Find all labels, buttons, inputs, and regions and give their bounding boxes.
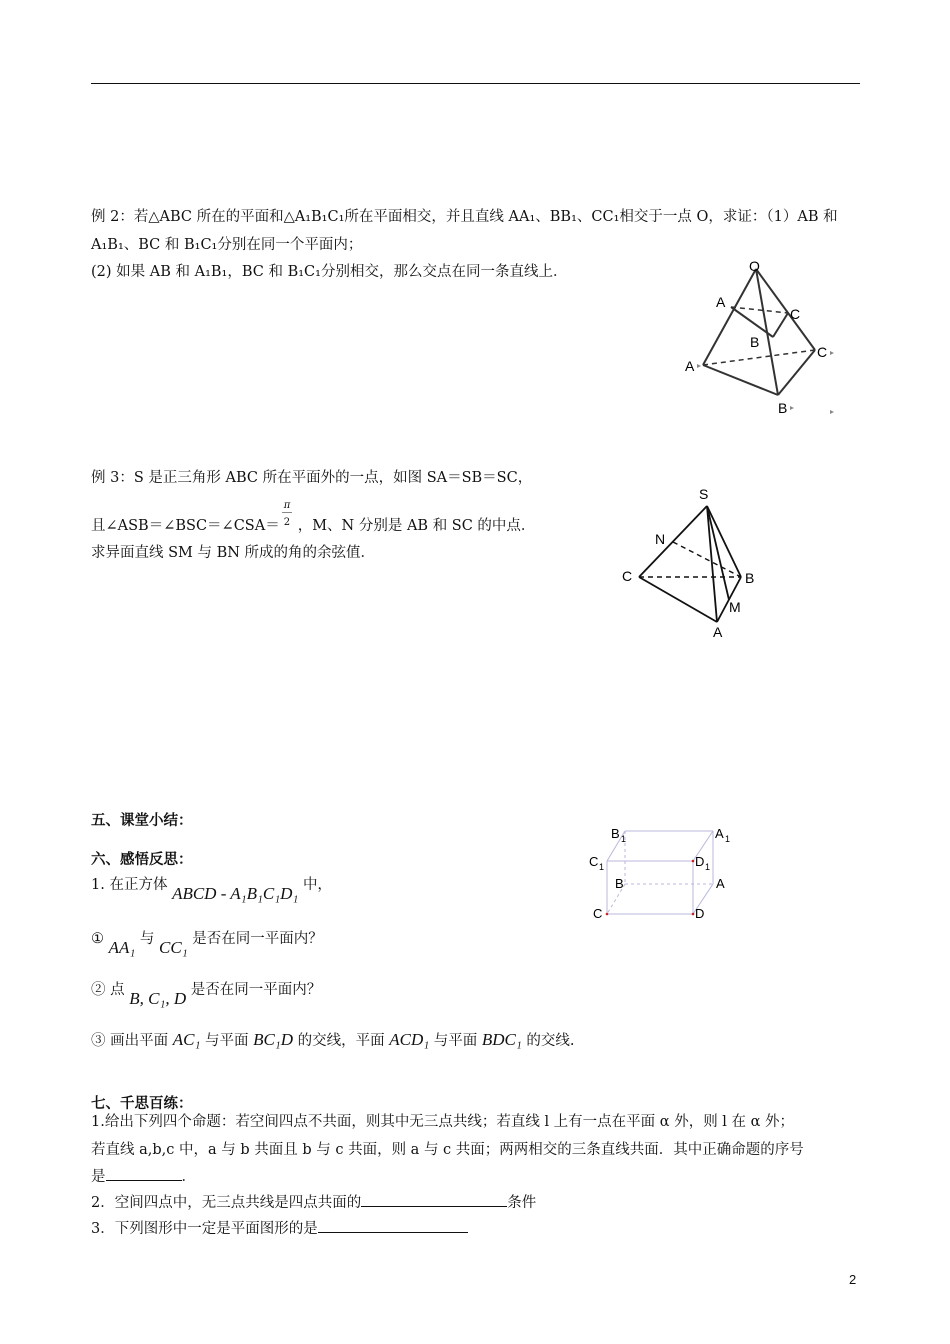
example2-line1: 例 2：若△ABC 所在的平面和△A₁B₁C₁所在平面相交，并且直线 AA₁、BB₁、CC₁相交于一点 O，求证：（1）AB 和 [91, 209, 838, 225]
problem2-line [91, 1192, 536, 1213]
cube-sub-C1: 1 [599, 862, 605, 872]
q1c-b: 与平面 [204, 1033, 249, 1049]
fig2-label-C: C [790, 306, 801, 322]
cube-label-B: B [615, 876, 624, 891]
q1a-mark: ① [91, 931, 104, 947]
cube-sub-D1: 1 [705, 862, 711, 872]
fig3-label-N: N [655, 531, 666, 547]
fig2-marker-a1 [697, 364, 701, 368]
fig3-label-S: S [699, 486, 709, 502]
fig3-label-A: A [713, 624, 723, 640]
q1a-math-2: CC₁ [159, 938, 188, 957]
problem1-answer-blank[interactable] [106, 1166, 182, 1181]
cube-dot-d [692, 913, 695, 916]
example2-line3: (2) 如果 AB 和 A₁B₁，BC 和 B₁C₁分别相交，那么交点在同一条直线上． [91, 264, 568, 280]
cube-dot-d1 [692, 860, 695, 863]
example2-line2: A₁B₁、BC 和 B₁C₁分别在同一个平面内； [91, 237, 363, 253]
example3-line1: 例 3：S 是正三角形 ABC 所在平面外的一点，如图 SA＝SB＝SC， [91, 470, 533, 486]
cube-dot-c [606, 913, 609, 916]
problem2-text: 2．空间四点中，无三点共线是四点共面的 [91, 1195, 362, 1211]
fig2-label-B1: B [778, 400, 788, 416]
q1c-line [91, 1030, 575, 1051]
q1-line [91, 874, 332, 903]
q1-math: ABCD - A₁B₁C₁D₁ [172, 884, 299, 903]
problem3-answer-blank[interactable] [318, 1218, 468, 1233]
example3-line3: 求异面直线 SM 与 BN 所成的角的余弦值． [91, 545, 376, 561]
cube-label-D: D [695, 906, 705, 921]
q1-prefix: 1. 在正方体 [91, 877, 168, 893]
q1a-math-1: AA₁ [108, 938, 136, 957]
problem2-answer-blank[interactable] [361, 1192, 507, 1207]
q1c-math-4: BDC₁ [481, 1030, 522, 1049]
q1a-mid: 与 [139, 931, 155, 947]
fraction-den: 2 [283, 517, 291, 528]
problem3-line [91, 1218, 468, 1239]
q1b-line [91, 979, 322, 1008]
fig2-marker-b1 [790, 406, 794, 410]
fig2-label-A1: A [685, 358, 695, 374]
q1c-d: 与平面 [433, 1033, 478, 1049]
section6-title: 六、感悟反思： [91, 852, 193, 868]
problem1-line3-text: 是 [91, 1169, 106, 1185]
cube-figure [585, 822, 755, 926]
q1c-e: 的交线. [526, 1033, 575, 1049]
q1c-math-2: BC₁D [253, 1030, 293, 1049]
example3-line2-b: ，M、N 分别是 AB 和 SC 的中点． [297, 518, 536, 534]
q1a-line [91, 928, 323, 957]
cube-label-C: C [593, 906, 603, 921]
section5-title: 五、课堂小结： [91, 813, 193, 829]
q1c-c: 的交线，平面 [297, 1033, 385, 1049]
problem1-line1: 1.给出下列四个命题：若空间四点不共面，则其中无三点共线；若直线 l 上有一点在平面 α 外，则 l 在 α 外； [91, 1114, 795, 1130]
q1c-a: ③ 画出平面 [91, 1033, 169, 1049]
fig2-label-C1: C [817, 344, 828, 360]
fig2-marker-c1 [830, 351, 834, 355]
fig3-label-C: C [622, 568, 633, 584]
fig2-label-O: O [749, 258, 760, 274]
pi-over-2-fraction [280, 500, 298, 536]
cube-label-D1: D [695, 854, 705, 869]
fig3-label-B: B [745, 570, 755, 586]
fig2-label-A: A [716, 294, 726, 310]
q1b-math: B, C₁, D [129, 989, 187, 1008]
problem1-end: ． [181, 1169, 196, 1185]
q1c-math-1: AC₁ [172, 1030, 201, 1049]
example3-line2 [91, 500, 536, 536]
q1b-suffix: 是否在同一平面内？ [190, 982, 322, 998]
problem1-line3 [91, 1166, 196, 1187]
problem1-line2: 若直线 a,b,c 中，a 与 b 共面且 b 与 c 共面，则 a 与 c 共面；两两相交的三条直线共面．其中正确命题的序号 [91, 1142, 804, 1158]
cube-label-B1: B [611, 826, 620, 841]
q1a-suffix: 是否在同一平面内？ [192, 931, 323, 947]
problem3-text: 3．下列图形中一定是平面图形的是 [91, 1221, 318, 1237]
cube-sub-A1: 1 [725, 834, 731, 844]
cube-label-A: A [716, 876, 725, 891]
q1b-mark: ② 点 [91, 982, 125, 998]
fig2-label-B: B [750, 334, 760, 350]
problem2-end: 条件 [507, 1195, 537, 1211]
fig3-label-M: M [729, 599, 741, 615]
fraction-num: π [283, 500, 291, 511]
cube-sub-B1: 1 [621, 834, 627, 844]
q1c-math-3: ACD₁ [389, 1030, 430, 1049]
fig2-marker-extra [830, 410, 834, 414]
page-number: 2 [849, 1272, 857, 1287]
cube-label-C1: C [589, 854, 599, 869]
q1-suffix: 中， [302, 877, 332, 893]
header-rule [91, 83, 860, 84]
section7-title: 七、千思百练： [91, 1096, 193, 1112]
example3-figure [615, 482, 775, 642]
example3-line2-a: 且∠ASB＝∠BSC＝∠CSA＝ [91, 518, 280, 534]
example2-figure [670, 255, 850, 425]
cube-label-A1: A [715, 826, 724, 841]
